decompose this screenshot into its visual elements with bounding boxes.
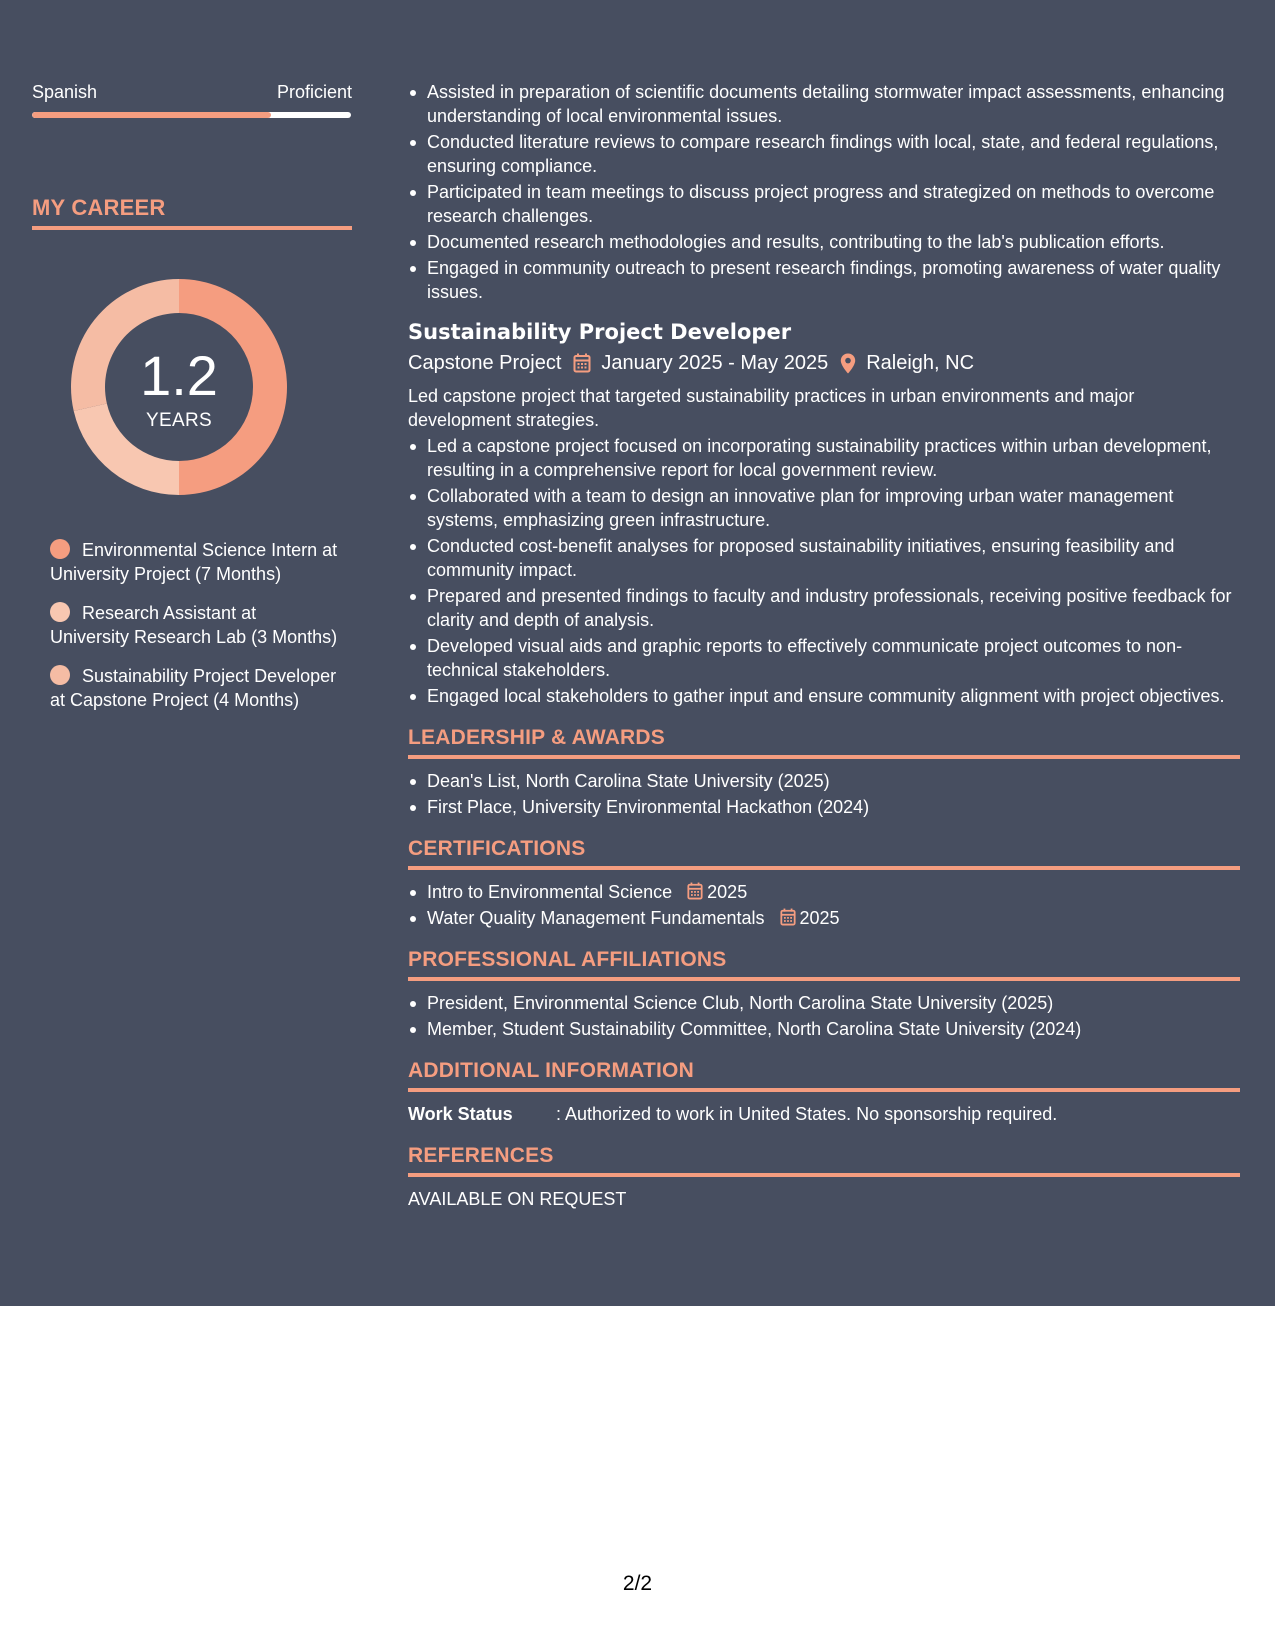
list-item: Conducted cost-benefit analyses for proposed sustainability initiatives, ensuring feasibility and community impact. xyxy=(408,534,1240,582)
job-meta xyxy=(408,350,1240,376)
career-total-unit: YEARS xyxy=(146,410,212,431)
list-item: Participated in team meetings to discuss project progress and strategized on methods to overcome research challenges. xyxy=(408,180,1240,228)
certification-name: Intro to Environmental Science xyxy=(427,882,673,902)
career-legend-label: Environmental Science Intern at University Project (7 Months) xyxy=(50,540,338,584)
career-title: MY CAREER xyxy=(32,194,352,230)
job-location: Raleigh, NC xyxy=(866,352,975,374)
right-column xyxy=(408,80,1240,1211)
previous-job-bullets xyxy=(408,80,1240,304)
language-name: Spanish xyxy=(32,82,98,102)
certification-year: 2025 xyxy=(799,908,840,928)
legend-dot-icon xyxy=(50,665,70,685)
list-item: Engaged local stakeholders to gather input and ensure community alignment with project objectives. xyxy=(408,684,1240,708)
job-company: Capstone Project xyxy=(408,352,562,374)
career-legend xyxy=(50,538,340,712)
list-item: Prepared and presented findings to faculty and industry professionals, receiving positive feedback for clarity and depth of analysis. xyxy=(408,584,1240,632)
list-item: Collaborated with a team to design an innovative plan for improving urban water management systems, emphasizing green infrastructure. xyxy=(408,484,1240,532)
legend-dot-icon xyxy=(50,539,70,559)
career-legend-label: Sustainability Project Developer at Capstone Project (4 Months) xyxy=(50,666,337,710)
work-status-label: Work Status xyxy=(408,1104,513,1124)
career-legend-label: Research Assistant at University Research Lab (3 Months) xyxy=(50,603,338,647)
career-donut-chart xyxy=(66,274,292,500)
job-title: Sustainability Project Developer xyxy=(408,320,792,344)
list-item: Dean's List, North Carolina State University (2025) xyxy=(408,769,1240,793)
list-item: Developed visual aids and graphic reports to effectively communicate project outcomes to non-technical stakeholders. xyxy=(408,634,1240,682)
career-legend-item xyxy=(50,664,340,712)
career-total-value: 1.2 xyxy=(140,344,218,407)
affiliations-title: PROFESSIONAL AFFILIATIONS xyxy=(408,946,1240,981)
language-proficiency-fill xyxy=(32,112,271,118)
references-text: AVAILABLE ON REQUEST xyxy=(408,1189,627,1209)
list-item: Conducted literature reviews to compare research findings with local, state, and federal regulations, ensuring compliance. xyxy=(408,130,1240,178)
list-item: Member, Student Sustainability Committee, North Carolina State University (2024) xyxy=(408,1017,1240,1041)
page-number: 2/2 xyxy=(622,1572,653,1595)
additional-info-title: ADDITIONAL INFORMATION xyxy=(408,1057,1240,1092)
affiliations-list xyxy=(408,991,1240,1041)
list-item: Engaged in community outreach to present research findings, promoting awareness of water quality issues. xyxy=(408,256,1240,304)
calendar-icon xyxy=(780,908,796,926)
location-pin-icon xyxy=(840,353,856,374)
language-level: Proficient xyxy=(276,82,352,102)
legend-dot-icon xyxy=(50,602,70,622)
list-item: Led a capstone project focused on incorporating sustainability practices within urban development, resulting in a comprehensive report for local government review. xyxy=(408,434,1240,482)
left-column xyxy=(32,80,352,727)
language-proficiency-bar xyxy=(32,112,351,118)
list-item: Assisted in preparation of scientific documents detailing stormwater impact assessments, enhancing understanding of local environmental issues. xyxy=(408,80,1240,128)
calendar-icon xyxy=(573,353,591,373)
certification-name: Water Quality Management Fundamentals xyxy=(427,908,765,928)
calendar-icon xyxy=(687,882,703,900)
leadership-list xyxy=(408,769,1240,819)
job-bullets xyxy=(408,434,1240,708)
certifications-title: CERTIFICATIONS xyxy=(408,835,1240,870)
career-legend-item xyxy=(50,601,340,649)
leadership-title: LEADERSHIP & AWARDS xyxy=(408,724,1240,759)
career-legend-item xyxy=(50,538,340,586)
language-row xyxy=(32,80,352,104)
job-summary: Led capstone project that targeted sustainability practices in urban environments and major development strategies. xyxy=(408,386,1135,430)
list-item: President, Environmental Science Club, North Carolina State University (2025) xyxy=(408,991,1240,1015)
certifications-list xyxy=(408,880,1240,930)
certification-year: 2025 xyxy=(707,882,748,902)
list-item xyxy=(408,906,1240,930)
list-item: Documented research methodologies and results, contributing to the lab's publication efforts. xyxy=(408,230,1240,254)
work-status-value: : Authorized to work in United States. No sponsorship required. xyxy=(556,1104,1058,1124)
work-status-row xyxy=(408,1102,1240,1126)
list-item: First Place, University Environmental Hackathon (2024) xyxy=(408,795,1240,819)
list-item xyxy=(408,880,1240,904)
references-title: REFERENCES xyxy=(408,1142,1240,1177)
job-dates: January 2025 - May 2025 xyxy=(601,352,829,374)
